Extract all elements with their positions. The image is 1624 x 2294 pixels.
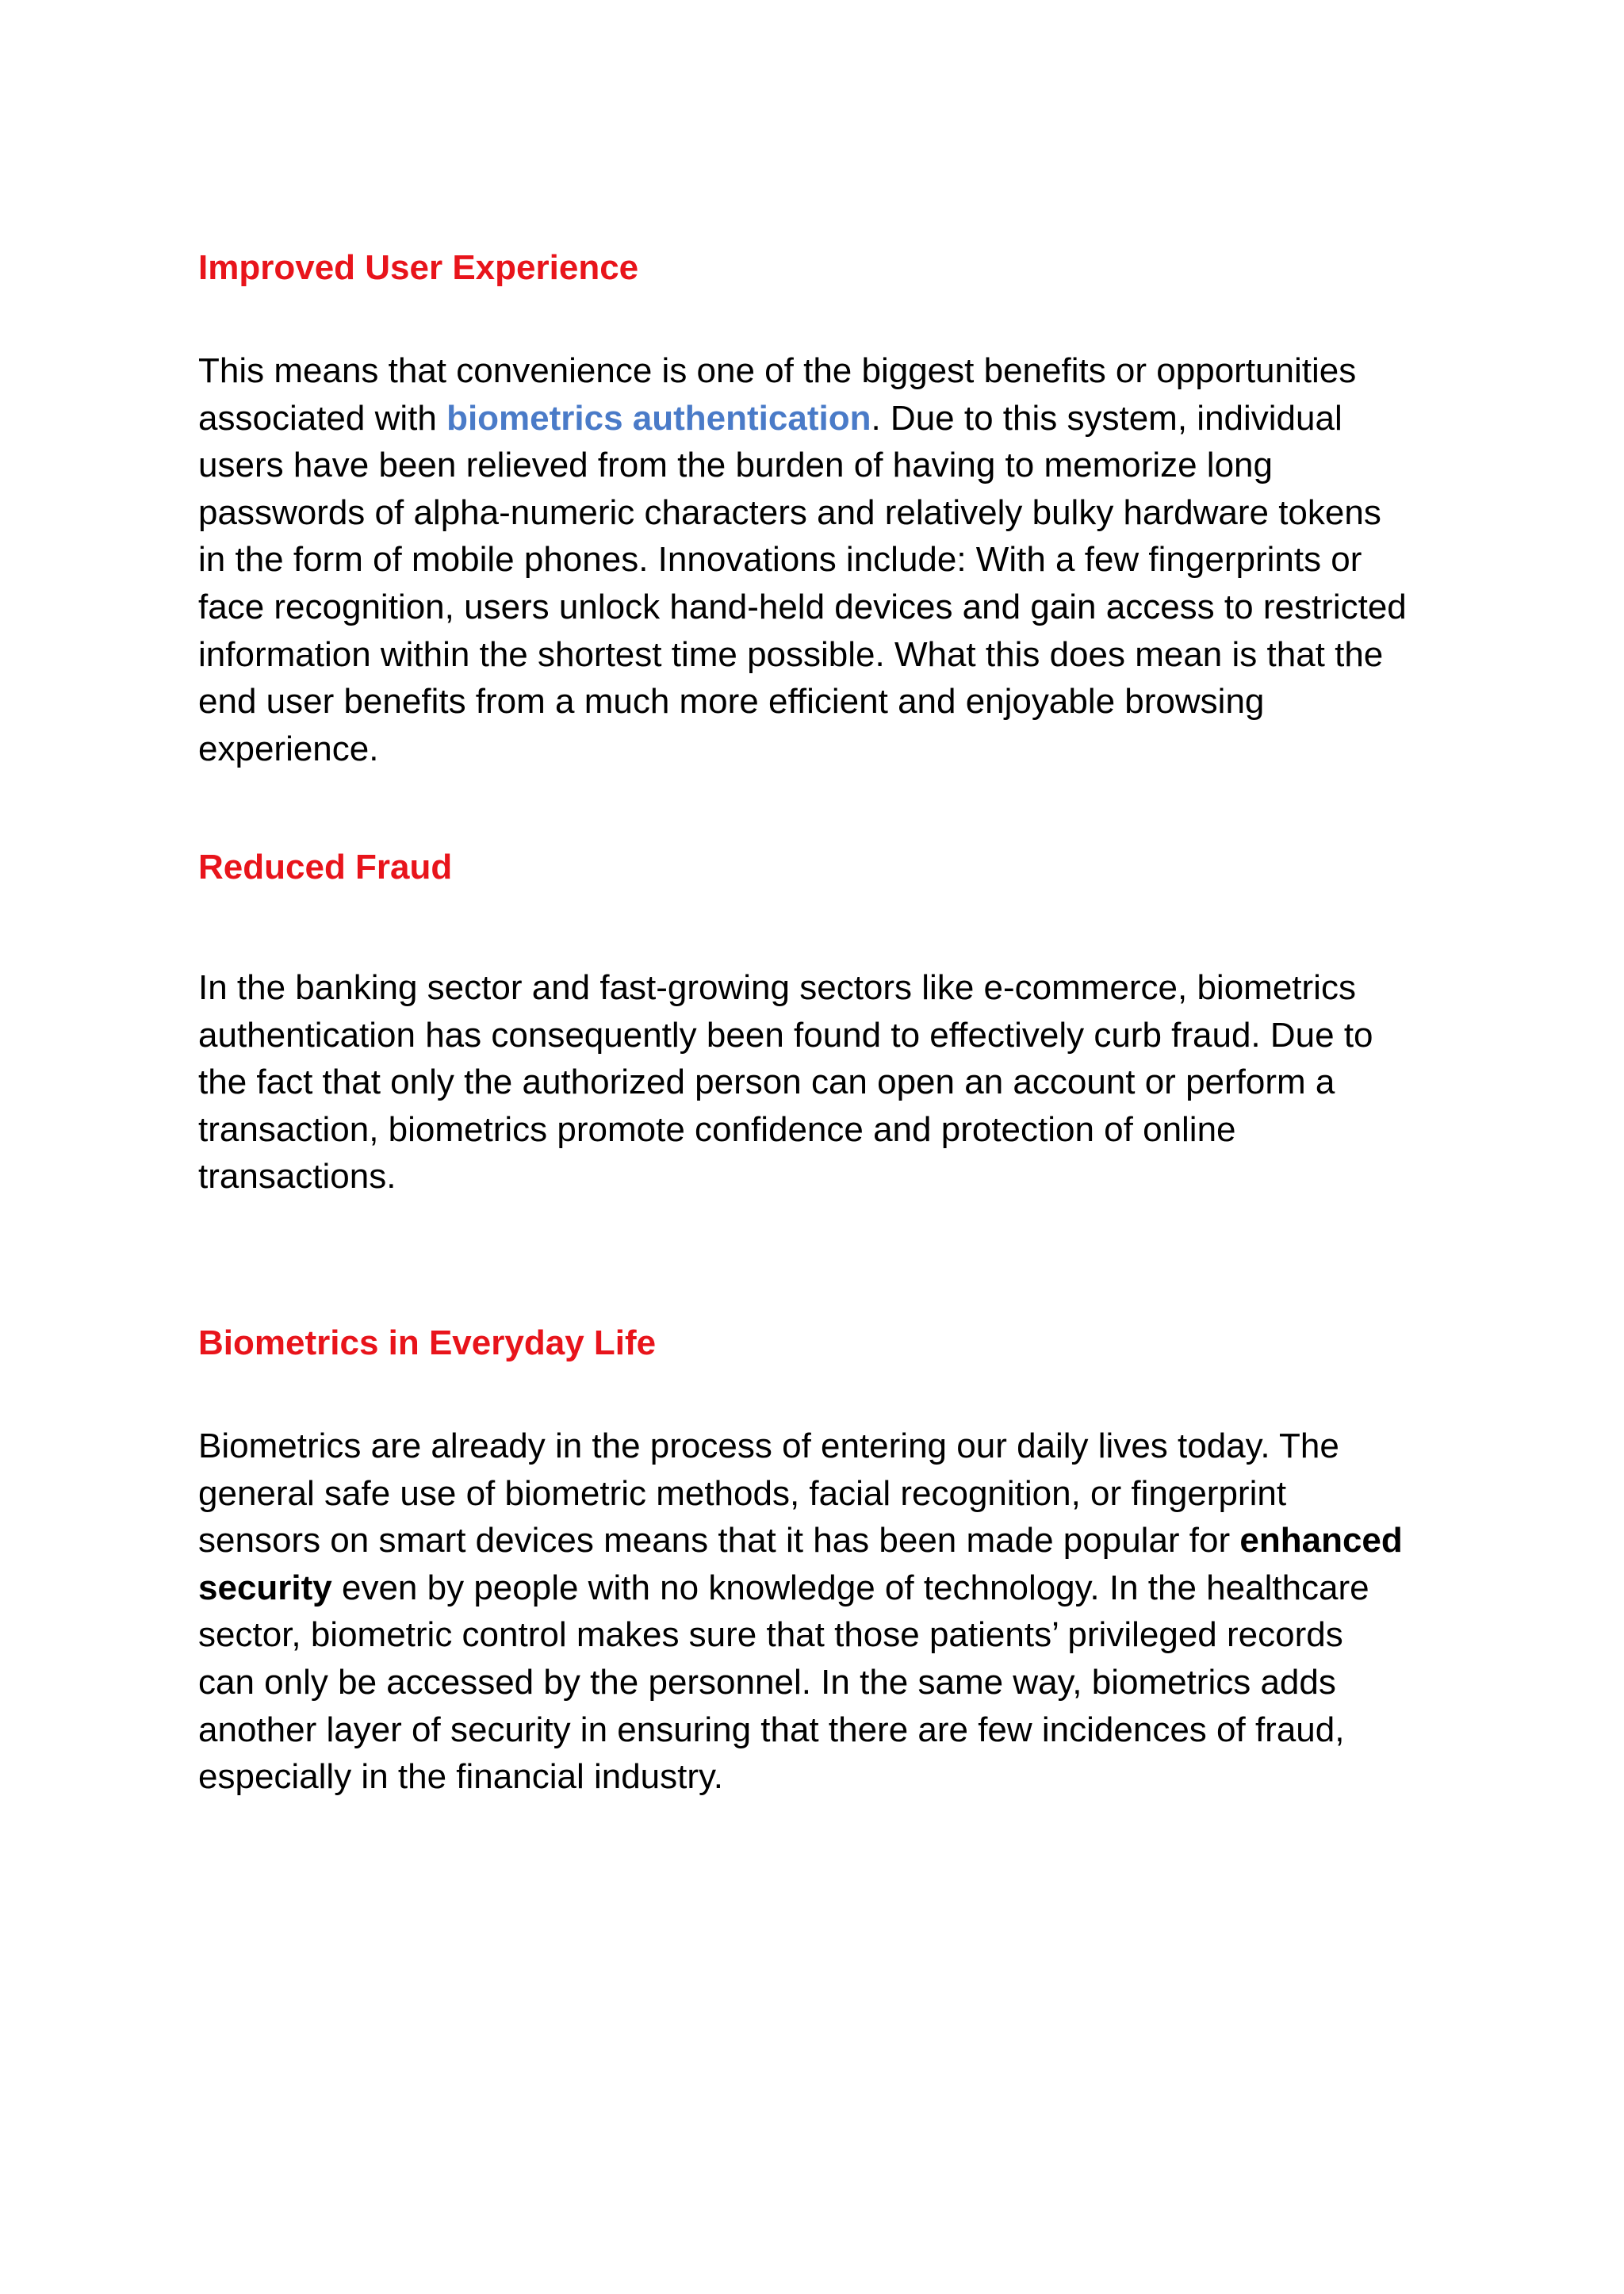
text-line: sector, biometric control makes sure that those patients’ privileged records: [198, 1615, 1343, 1655]
text-line: can only be accessed by the personnel. In the same way, biometrics adds: [198, 1662, 1336, 1702]
text-line: end user benefits from a much more efficient and enjoyable browsing: [198, 682, 1265, 722]
text-line: In the banking sector and fast-growing sectors like e-commerce, biometrics: [198, 968, 1356, 1007]
text-run: even by people with no knowledge of technology. In the healthcare: [331, 1568, 1369, 1607]
bold-text-enhanced: enhanced: [1239, 1521, 1403, 1561]
bold-text-security: security: [198, 1568, 332, 1607]
paragraph-improved-user-experience: [198, 347, 1451, 772]
text-line: general safe use of biometric methods, facial recognition, or fingerprint: [198, 1473, 1287, 1513]
biometrics-authentication-link[interactable]: biometrics authentication: [446, 398, 871, 438]
text-line: face recognition, users unlock hand-held devices and gain access to restricted: [198, 587, 1407, 626]
text-line: another layer of security in ensuring that there are few incidences of fraud,: [198, 1710, 1345, 1749]
text-line: transaction, biometrics promote confidence and protection of online: [198, 1109, 1236, 1149]
text-run: . Due to this system, individual: [871, 398, 1342, 438]
text-run: associated with: [198, 398, 447, 438]
section-heading-biometrics-in-everyday-life: Biometrics in Everyday Life: [198, 1323, 657, 1362]
section-heading-improved-user-experience: Improved User Experience: [198, 248, 639, 287]
text-line: especially in the financial industry.: [198, 1757, 723, 1797]
text-line: authentication has consequently been found to effectively curb fraud. Due to: [198, 1015, 1373, 1055]
text-line: passwords of alpha-numeric characters and relatively bulky hardware tokens: [198, 492, 1381, 532]
text-line: information within the shortest time possible. What this does mean is that the: [198, 634, 1384, 674]
text-line: experience.: [198, 729, 379, 768]
paragraph-biometrics-in-everyday-life: [198, 1423, 1451, 1801]
text-line: [198, 1517, 1451, 1564]
text-line: Biometrics are already in the process of entering our daily lives today. The: [198, 1427, 1339, 1465]
text-line: users have been relieved from the burden of having to memorize long: [198, 446, 1273, 485]
text-line: This means that convenience is one of the biggest benefits or opportunities: [198, 351, 1357, 390]
text-line: the fact that only the authorized person can open an account or perform a: [198, 1063, 1335, 1102]
text-line: in the form of mobile phones. Innovations include: With a few fingerprints or: [198, 540, 1362, 580]
section-heading-reduced-fraud: Reduced Fraud: [198, 848, 453, 887]
text-run: sensors on smart devices means that it has been made popular for: [198, 1521, 1240, 1561]
text-line: transactions.: [198, 1157, 396, 1197]
text-line: [198, 395, 1451, 442]
paragraph-reduced-fraud: [198, 964, 1451, 1201]
text-line: [198, 1564, 1451, 1612]
